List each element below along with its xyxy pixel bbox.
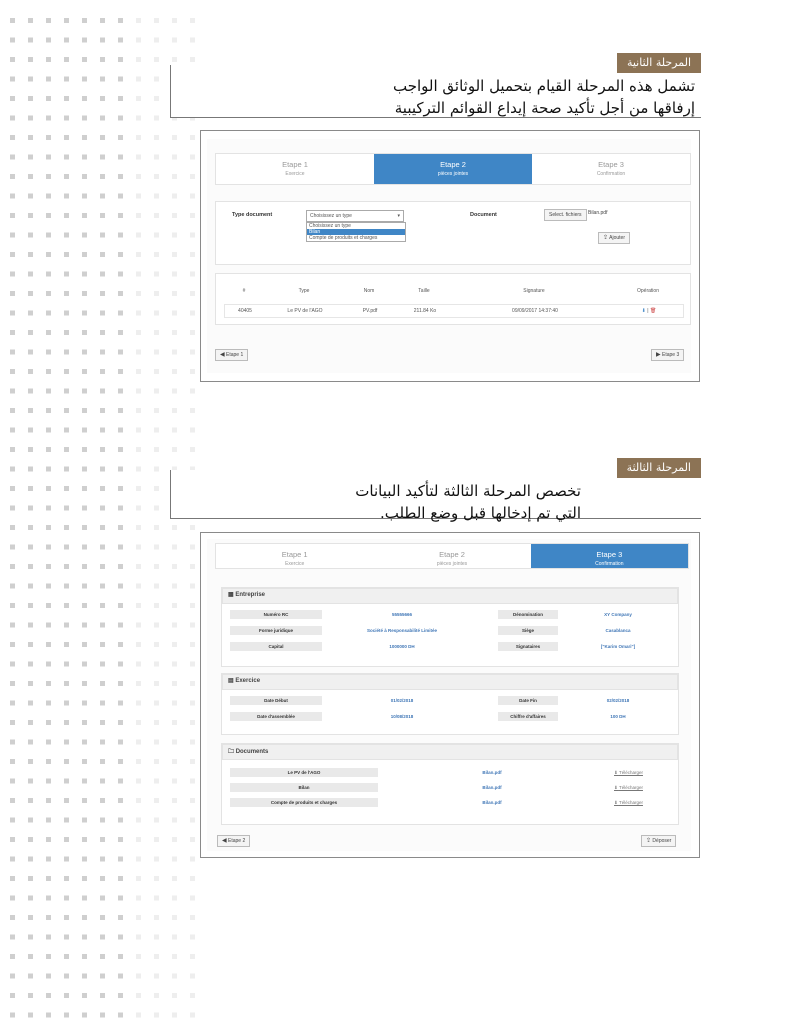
arrow-left-icon: ◀ [220, 352, 225, 358]
step-1[interactable]: Etape 1 Exercice [282, 160, 308, 177]
next-step-button[interactable]: ▶ Etape 3 [651, 349, 684, 361]
entreprise-panel [221, 587, 679, 667]
entreprise-field-value: 1000000 DH [389, 644, 415, 649]
step-2-active[interactable]: Etape 2 pièces jointes [374, 154, 532, 184]
documents-table-panel [215, 273, 691, 325]
stepper [215, 153, 691, 185]
exercice-field-label: Chiffre d'affaires [498, 712, 558, 721]
prev-step-button[interactable]: ◀ Etape 2 [217, 835, 250, 847]
step-3-screen [207, 539, 691, 851]
download-link[interactable]: ⬇ Télécharger [614, 785, 643, 790]
download-link[interactable]: ⬇ Télécharger [614, 770, 643, 775]
section-2-line-1: تشمل هذه المرحلة القيام بتحميل الوثائق الواجب [392, 77, 695, 95]
section-3-line-1: تخصص المرحلة الثالثة لتأكيد البيانات [355, 482, 581, 500]
documents-panel [221, 743, 679, 825]
document-file-link[interactable]: Bilan.pdf [482, 785, 502, 790]
step-2-screen [207, 139, 691, 373]
upload-icon: ⇪ [603, 235, 609, 241]
document-file-link[interactable]: Bilan.pdf [482, 800, 502, 805]
exercice-panel [221, 673, 679, 735]
step-3[interactable]: Etape 3 Confirmation [596, 160, 626, 177]
entreprise-title: ▦ Entreprise [228, 592, 266, 598]
dropdown-option-bilan[interactable]: Bilan [307, 229, 405, 235]
exercice-field-label: Date Début [230, 696, 322, 705]
col-id: # [242, 288, 246, 294]
entreprise-field-label: Signataires [498, 642, 558, 651]
entreprise-field-label: Forme juridique [230, 626, 322, 635]
prev-step-button[interactable]: ◀ Etape 1 [215, 349, 248, 361]
section-2-description [170, 56, 701, 118]
folder-icon: 🗀 [228, 749, 235, 755]
entreprise-field-value: ["Karim Omari"] [600, 644, 636, 649]
download-link[interactable]: ⬇ Télécharger [614, 800, 643, 805]
entreprise-field-value: 55555666 [391, 612, 413, 617]
col-signature: Signature [523, 288, 545, 294]
step-1[interactable]: Etape 1 Exercice [281, 550, 308, 567]
type-document-dropdown [306, 222, 406, 242]
add-button[interactable]: ⇪ Ajouter [598, 232, 630, 244]
download-icon: ⬇ [614, 770, 619, 775]
screenshot-step-3-frame [200, 532, 700, 858]
table-header-row [224, 288, 682, 294]
section-3-tag: المرحلة الثالثة [617, 458, 701, 478]
entreprise-field-value: Société à Responsabilité Limitée [366, 628, 438, 633]
table-row: 40405 Le PV de l'AGO PV.pdf 211.84 Ko 09/09/2017 14:37:40 ⬇ | 🗑 [224, 304, 684, 318]
documents-title: 🗀 Documents [228, 749, 269, 755]
exercice-field-value: 02/02/2018 [606, 698, 630, 703]
exercice-field-value: 10/08/2018 [390, 714, 414, 719]
entreprise-field-label: Dénomination [498, 610, 558, 619]
entreprise-field-value: Casablanca [605, 628, 631, 633]
document-file-link[interactable]: Bilan.pdf [482, 770, 502, 775]
entreprise-field-label: Numéro RC [230, 610, 322, 619]
document-name: Le PV de l'AGO [230, 768, 378, 777]
row-actions: ⬇ | 🗑 [641, 308, 657, 314]
section-3-description [170, 461, 701, 522]
arrow-right-icon: ▶ [656, 352, 661, 358]
entreprise-field-value: XY Company [604, 612, 632, 617]
step-2[interactable]: Etape 2 pièces jointes [436, 550, 468, 567]
select-files-button[interactable]: Select. fichiers [544, 209, 587, 221]
calendar-icon: ▤ [228, 678, 234, 684]
dropdown-option-placeholder[interactable]: Choisissez un type [309, 223, 351, 229]
exercice-field-label: Date Fin [498, 696, 558, 705]
download-icon: ⬇ [614, 785, 619, 790]
arrow-left-icon: ◀ [222, 838, 227, 844]
building-icon: ▦ [228, 592, 234, 598]
selected-file-name: Bilan.pdf [588, 210, 608, 216]
entreprise-field-label: Capital [230, 642, 322, 651]
col-type: Type [298, 288, 310, 294]
col-operation: Opération [637, 288, 659, 294]
exercice-field-value: 01/02/2018 [390, 698, 414, 703]
document-name: Compte de produits et charges [230, 798, 378, 807]
stepper [215, 543, 689, 569]
entreprise-field-label: Siège [498, 626, 558, 635]
exercice-field-value: 100 DH [610, 714, 626, 719]
step-3-active[interactable]: Etape 3 Confirmation [531, 544, 688, 568]
exercice-field-label: Date d'assemblée [230, 712, 322, 721]
exercice-title: ▤ Exercice [228, 678, 261, 684]
col-taille: Taille [418, 288, 430, 294]
submit-button[interactable]: ⇪ Déposer [641, 835, 676, 847]
upload-panel [215, 201, 691, 265]
col-nom: Nom [363, 288, 375, 294]
dropdown-option-compte[interactable]: Compte de produits et charges [309, 235, 378, 241]
type-document-label: Type document [232, 212, 273, 218]
download-icon: ⬇ [614, 800, 619, 805]
section-2-tag: المرحلة الثانية [617, 53, 701, 73]
upload-icon: ⇪ [646, 838, 652, 844]
section-3-line-2: التي تم إدخالها قبل وضع الطلب. [379, 504, 581, 522]
document-name: Bilan [230, 783, 378, 792]
document-label: Document [470, 212, 497, 218]
section-2-line-2: إرفاقها من أجل تأكيد صحة إيداع القوائم التركيبية [394, 99, 695, 117]
type-document-select[interactable]: Choisissez un type ▾ [306, 210, 404, 222]
download-icon[interactable]: ⬇ [641, 308, 646, 314]
trash-icon[interactable]: 🗑 [649, 308, 657, 314]
screenshot-step-2-frame [200, 130, 700, 382]
